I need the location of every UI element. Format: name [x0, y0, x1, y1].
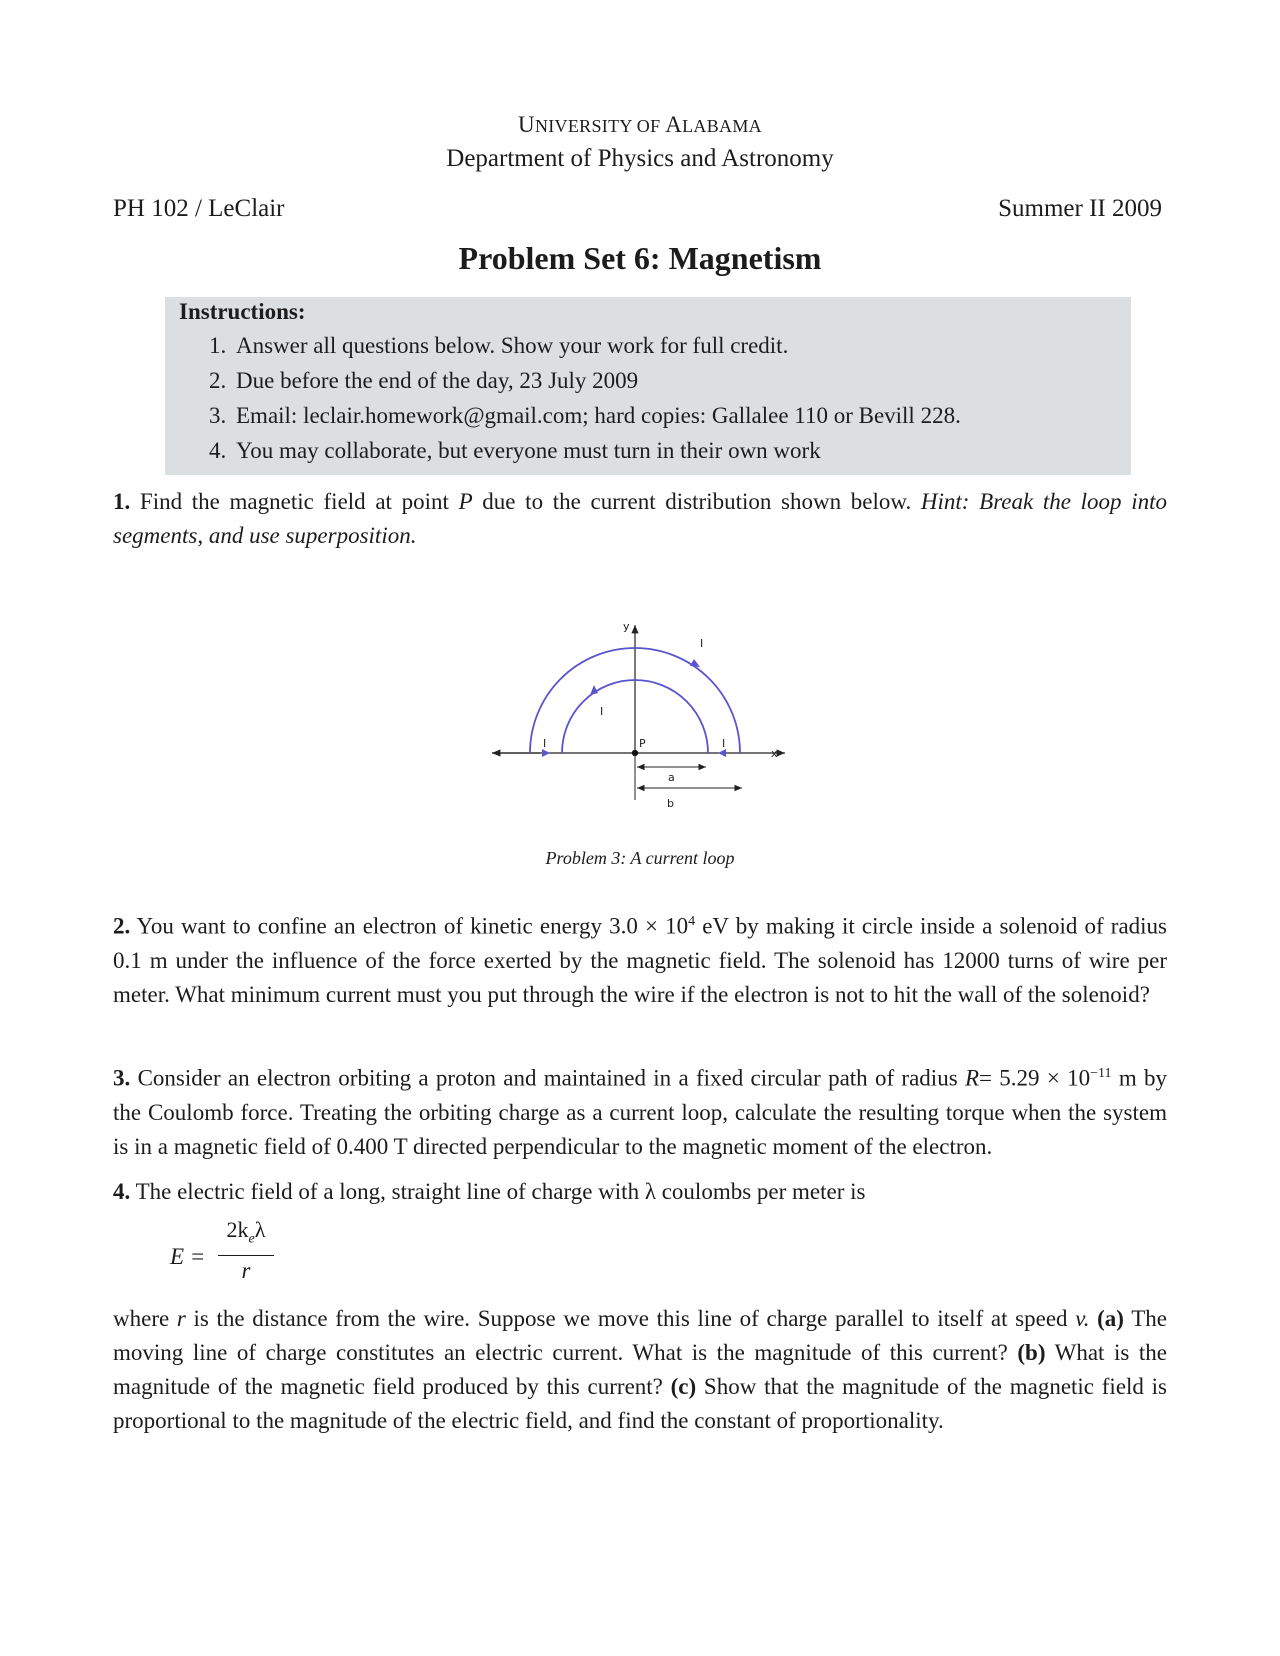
problem-4-continuation: where r is the distance from the wire. Suppose we move this line of charge parallel to itself at speed v. (a) The moving line of charge constitutes an electric current. What is the magnitude of this current? (b) What is the magnitude of the magnetic field produced by this current? (c) Show that the magnitude of the magnetic field is proportional to the magnitude of the electric field, and find the constant of proportionality.: [113, 1306, 1167, 1433]
label-i-right: I: [722, 737, 726, 750]
right-segment-arrow: [718, 749, 726, 757]
problem-3: 3. Consider an electron orbiting a proton and maintained in a fixed circular path of radius $R= 5.29 \times 10^{-11}$ m by the Coulomb force. Treating the orbiting charge as a current loop, calculate the resulting torque when the system is in a magnetic field of 0.400 T directed perpendicular to the magnetic moment of the electron.: [113, 1065, 1168, 1159]
figure-caption: Problem 3: A current loop: [545, 848, 735, 868]
instruction-item: 1. Answer all questions below. Show your work for full credit.: [209, 333, 789, 358]
equation-fraction: $2k_e\lambda$ r: [218, 1216, 274, 1286]
instruction-item: 3. Email: leclair.homework@gmail.com; hard copies: Gallalee 110 or Bevill 228.: [209, 403, 961, 428]
problem-4: 4. The electric field of a long, straight line of charge with λ coulombs per meter is: [113, 1179, 866, 1204]
university-name: UNIVERSITY OF ALABAMA: [518, 112, 762, 137]
label-i-outer: I: [700, 637, 704, 650]
term-label: Summer II 2009: [998, 195, 1162, 222]
instruction-item: 4. You may collaborate, but everyone must turn in their own work: [209, 438, 821, 463]
left-segment-arrow: [542, 749, 550, 757]
problem-2: 2. You want to confine an electron of kinetic energy $3.0 \times 10^4$ eV by making it circle inside a solenoid of radius 0.1 m under the influence of the force exerted by the magnetic field. The solenoid has 12000 turns of wire per meter. What minimum current must you put through the wire if the electron is not to hit the wall of the solenoid?: [113, 913, 1167, 1007]
equation-lhs: E =: [170, 1244, 206, 1269]
label-x: x: [771, 747, 778, 760]
page-title: Problem Set 6: Magnetism: [458, 240, 822, 276]
instruction-item: 2. Due before the end of the day, 23 July 2009: [209, 368, 639, 393]
label-i-inner: I: [600, 705, 604, 718]
instructions-heading: Instructions:: [179, 299, 306, 324]
label-y: y: [623, 620, 630, 633]
label-i-left: I: [543, 737, 547, 750]
problem-1: 1. Find the magnetic field at point P due to the current distribution shown below. Hint: Break the loop into segments, and use superposition.: [113, 489, 1167, 548]
department-name: Department of Physics and Astronomy: [446, 145, 834, 172]
label-a: a: [668, 771, 675, 784]
label-b: b: [667, 797, 674, 810]
course-label: PH 102 / LeClair: [113, 195, 285, 222]
label-p: P: [639, 737, 646, 750]
current-loop-figure: [480, 615, 800, 815]
outer-arc-arrow: [690, 659, 700, 667]
